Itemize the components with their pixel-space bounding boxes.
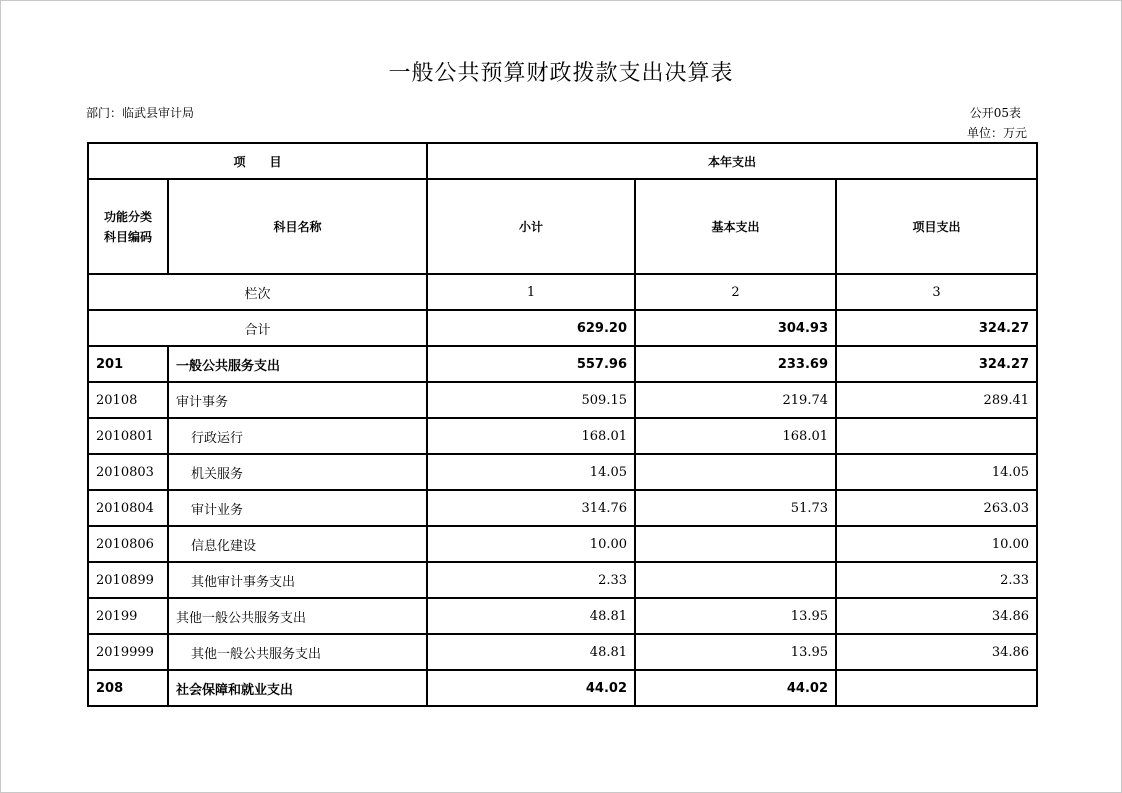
row-project (836, 418, 1037, 454)
row-project: 34.86 (836, 634, 1037, 670)
document-title: 一般公共预算财政拨款支出决算表 (388, 61, 734, 86)
column-number-3: 3 (836, 274, 1037, 310)
row-project: 14.05 (836, 454, 1037, 490)
header-basic: 基本支出 (635, 179, 836, 274)
row-subtotal: 14.05 (427, 454, 635, 490)
row-code: 2010801 (88, 418, 168, 454)
row-code: 2010804 (88, 490, 168, 526)
header-row-columns (88, 179, 1037, 274)
table-row (88, 670, 1037, 706)
column-number-label: 栏次 (88, 274, 427, 310)
unit-label: 单位：万元 (966, 126, 1027, 140)
column-number-1: 1 (427, 274, 635, 310)
row-name: 信息化建设 (168, 526, 427, 562)
row-name: 其他一般公共服务支出 (168, 598, 427, 634)
row-project: 34.86 (836, 598, 1037, 634)
total-subtotal: 629.20 (427, 310, 635, 346)
row-code: 201 (88, 346, 168, 382)
row-name: 一般公共服务支出 (168, 346, 427, 382)
header-subtotal: 小计 (427, 179, 635, 274)
total-project: 324.27 (836, 310, 1037, 346)
row-subtotal: 10.00 (427, 526, 635, 562)
total-basic: 304.93 (635, 310, 836, 346)
row-basic: 44.02 (635, 670, 836, 706)
row-subtotal: 557.96 (427, 346, 635, 382)
row-subtotal: 48.81 (427, 634, 635, 670)
row-code: 2010803 (88, 454, 168, 490)
row-basic: 13.95 (635, 634, 836, 670)
row-name: 审计业务 (168, 490, 427, 526)
row-project: 10.00 (836, 526, 1037, 562)
row-name: 社会保障和就业支出 (168, 670, 427, 706)
row-project: 324.27 (836, 346, 1037, 382)
row-code: 2019999 (88, 634, 168, 670)
row-code: 2010899 (88, 562, 168, 598)
row-code: 20199 (88, 598, 168, 634)
header-project: 项 目 (88, 143, 427, 179)
row-basic: 51.73 (635, 490, 836, 526)
row-basic: 219.74 (635, 382, 836, 418)
header-code-line2: 科目编码 (103, 229, 152, 244)
department-label: 部门：临武县审计局 (86, 106, 195, 120)
expenditure-table (87, 142, 1038, 707)
table-row (88, 490, 1037, 526)
row-project (836, 670, 1037, 706)
header-row-top (88, 143, 1037, 179)
row-basic (635, 562, 836, 598)
row-code: 2010806 (88, 526, 168, 562)
table-row (88, 526, 1037, 562)
row-name: 审计事务 (168, 382, 427, 418)
table-row (88, 382, 1037, 418)
row-basic (635, 526, 836, 562)
table-row (88, 454, 1037, 490)
row-subtotal: 44.02 (427, 670, 635, 706)
header-current-year: 本年支出 (427, 143, 1037, 179)
header-code (88, 179, 168, 274)
row-basic: 233.69 (635, 346, 836, 382)
total-row (88, 310, 1037, 346)
row-name: 机关服务 (168, 454, 427, 490)
table-row (88, 562, 1037, 598)
row-subtotal: 168.01 (427, 418, 635, 454)
table-row (88, 598, 1037, 634)
row-name: 其他一般公共服务支出 (168, 634, 427, 670)
row-project: 2.33 (836, 562, 1037, 598)
row-project: 289.41 (836, 382, 1037, 418)
row-basic: 13.95 (635, 598, 836, 634)
row-subtotal: 509.15 (427, 382, 635, 418)
row-project: 263.03 (836, 490, 1037, 526)
row-code: 208 (88, 670, 168, 706)
header-project-exp: 项目支出 (836, 179, 1037, 274)
row-code: 20108 (88, 382, 168, 418)
table-row (88, 418, 1037, 454)
row-subtotal: 48.81 (427, 598, 635, 634)
row-basic (635, 454, 836, 490)
column-number-2: 2 (635, 274, 836, 310)
row-subtotal: 314.76 (427, 490, 635, 526)
form-code: 公开05表 (969, 106, 1021, 120)
row-name: 行政运行 (168, 418, 427, 454)
row-basic: 168.01 (635, 418, 836, 454)
row-subtotal: 2.33 (427, 562, 635, 598)
header-code-line1: 功能分类 (103, 209, 152, 224)
total-label: 合计 (88, 310, 427, 346)
column-number-row (88, 274, 1037, 310)
row-name: 其他审计事务支出 (168, 562, 427, 598)
table-row (88, 346, 1037, 382)
table-row (88, 634, 1037, 670)
header-name: 科目名称 (168, 179, 427, 274)
